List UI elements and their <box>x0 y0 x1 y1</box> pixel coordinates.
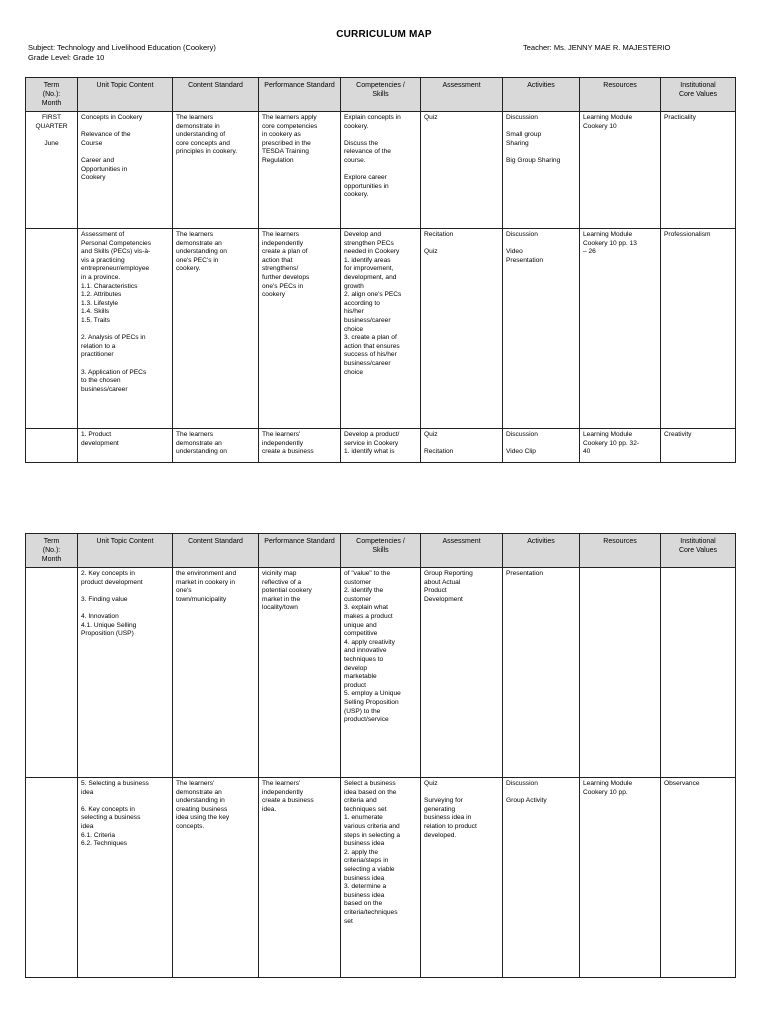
topic-cell <box>78 568 173 778</box>
cell-text: 1. Product development <box>81 431 119 447</box>
header-row <box>26 78 736 112</box>
header-core-values: Institutional Core Values <box>661 534 736 568</box>
performance-standard-cell <box>259 778 341 978</box>
cell-text: the environment and market in cookery in one's town/municipality <box>176 570 237 603</box>
cell-text: Concepts in Cookery <box>81 114 143 121</box>
term-cell <box>26 778 78 978</box>
competencies-cell <box>341 778 421 978</box>
cell-text: The learners apply core competencies in cookery as prescribed in the TESDA Training Regulation <box>262 114 318 164</box>
cell-text: Quiz <box>424 431 438 438</box>
resources-cell <box>580 778 661 978</box>
cell-text: Relevance of the Course <box>81 131 131 147</box>
resources-cell <box>580 568 661 778</box>
cell-text: Learning Module Cookery 10 pp. <box>583 780 633 796</box>
content-standard-cell <box>173 568 259 778</box>
header-competencies: Competencies / Skills <box>341 78 421 112</box>
table-1-body <box>26 112 736 463</box>
header-core-values: Institutional Core Values <box>661 78 736 112</box>
cell-text: Discussion <box>506 431 538 438</box>
cell-text: 6. Key concepts in selecting a business idea 6.1. Criteria 6.2. Techniques <box>81 805 141 848</box>
header-activities: Activities <box>503 534 580 568</box>
assessment-cell <box>421 568 503 778</box>
cell-text: Discuss the relevance of the course. <box>344 139 391 164</box>
cell-text: Quiz <box>424 780 438 787</box>
table-row <box>26 229 736 429</box>
core-values-cell <box>661 429 736 463</box>
content-standard-cell <box>173 778 259 978</box>
cell-text: Group Reporting about Actual Product Development <box>424 570 473 603</box>
cell-text: Discussion <box>506 114 538 121</box>
cell-text: 3. Finding value <box>81 595 128 603</box>
activities-cell <box>503 778 580 978</box>
cell-text: Group Activity <box>506 797 547 805</box>
performance-standard-cell <box>259 429 341 463</box>
header-assessment: Assessment <box>421 78 503 112</box>
cell-text: Career and Opportunities in Cookery <box>81 156 128 182</box>
cell-text: Quiz <box>424 114 438 121</box>
cell-text: Explain concepts in cookery. <box>344 114 401 130</box>
curriculum-table-1 <box>25 77 736 463</box>
resources-cell <box>580 229 661 429</box>
header-content-standard: Content Standard <box>173 534 259 568</box>
cell-text: 5. Selecting a business idea <box>81 780 149 796</box>
term-cell <box>26 229 78 429</box>
cell-text: 2. Analysis of PECs in relation to a practitioner <box>81 334 146 359</box>
cell-text: Quiz <box>424 248 438 256</box>
header-competencies: Competencies / Skills <box>341 534 421 568</box>
header-content-standard: Content Standard <box>173 78 259 112</box>
cell-text: Video Clip <box>506 448 536 456</box>
performance-standard-cell <box>259 568 341 778</box>
teacher-line: Teacher: Ms. JENNY MAE R. MAJESTERIO <box>523 43 671 52</box>
cell-text: The learners demonstrate in understanding of core concepts and principles in cookery. <box>176 114 238 156</box>
cell-text: Recitation <box>424 231 454 238</box>
cell-text: Discussion <box>506 780 538 787</box>
subject-line: Subject: Technology and Livelihood Education (Cookery) <box>28 43 216 52</box>
term-cell <box>26 112 78 229</box>
core-values-cell <box>661 778 736 978</box>
competencies-cell <box>341 429 421 463</box>
activities-cell <box>503 229 580 429</box>
content-standard-cell <box>173 429 259 463</box>
cell-text: 4. Innovation 4.1. Unique Selling Proposition (USP) <box>81 612 137 638</box>
cell-text: Recitation <box>424 448 454 456</box>
activities-cell <box>503 429 580 463</box>
cell-text: The learners' independently create a business <box>262 431 314 456</box>
table-row <box>26 112 736 229</box>
cell-text: vicinity map reflective of a potential cookery market in the locality/town <box>262 570 312 612</box>
assessment-cell <box>421 112 503 229</box>
cell-text: Small group Sharing <box>506 131 542 147</box>
assessment-cell <box>421 229 503 429</box>
header-term: Term (No.): Month <box>26 78 78 112</box>
core-values-cell <box>661 112 736 229</box>
assessment-cell <box>421 429 503 463</box>
table-row <box>26 778 736 978</box>
cell-text: Learning Module Cookery 10 pp. 32- 40 <box>583 431 640 456</box>
cell-text: Presentation <box>506 570 544 577</box>
header-assessment: Assessment <box>421 534 503 568</box>
cell-text: Big Group Sharing <box>506 156 561 164</box>
topic-cell <box>78 229 173 429</box>
term-cell <box>26 568 78 778</box>
cell-text: Creativity <box>664 431 692 438</box>
cell-text: Learning Module Cookery 10 pp. 13 – 26 <box>583 231 637 256</box>
cell-text: Surveying for generating business idea in relation to product developed. <box>424 797 477 839</box>
topic-cell <box>78 112 173 229</box>
table-row <box>26 568 736 778</box>
cell-text: The learners demonstrate an understanding on one's PEC's in cookery. <box>176 231 227 273</box>
topic-cell <box>78 429 173 463</box>
cell-text: 3. Application of PECs to the chosen business/career <box>81 368 147 393</box>
curriculum-table-2 <box>25 533 736 978</box>
grade-level-line: Grade Level: Grade 10 <box>28 53 105 62</box>
header-activities: Activities <box>503 78 580 112</box>
performance-standard-cell <box>259 112 341 229</box>
header-unit-topic: Unit Topic Content <box>78 78 173 112</box>
table-2-body <box>26 568 736 978</box>
cell-text: The learners independently create a plan of action that strengthens/ further develops one's PECs in cookery <box>262 231 310 299</box>
cell-text: Observance <box>664 780 700 787</box>
cell-text: Select a business idea based on the criteria and techniques set 1. enumerate various criteria and steps in selecting a business idea 2. apply the criteria/steps in selecting a viable business idea 3. determine a business idea based on the criteria/techniques set <box>344 780 401 925</box>
cell-text: Explore career opportunities in cookery. <box>344 174 389 199</box>
activities-cell <box>503 112 580 229</box>
core-values-cell <box>661 568 736 778</box>
cell-text: Assessment of Personal Competencies and Skills (PECs) vis-à- vis a practicing entrepreneur/employee in a province. 1.1. Characteristics 1.2. Attributes 1.3. Lifestyle 1.4. Skills 1.5. Traits <box>81 231 152 324</box>
content-standard-cell <box>173 112 259 229</box>
competencies-cell <box>341 568 421 778</box>
header-performance-standard: Performance Standard <box>259 534 341 568</box>
cell-text: FIRST QUARTER <box>35 114 68 130</box>
header-term: Term (No.): Month <box>26 534 78 568</box>
resources-cell <box>580 112 661 229</box>
page-title: CURRICULUM MAP <box>336 29 432 40</box>
competencies-cell <box>341 112 421 229</box>
header-resources: Resources <box>580 534 661 568</box>
cell-text: June <box>44 139 59 147</box>
resources-cell <box>580 429 661 463</box>
cell-text: Develop a product/ service in Cookery 1. identify what is <box>344 431 400 456</box>
topic-cell <box>78 778 173 978</box>
cell-text: Discussion <box>506 231 538 238</box>
performance-standard-cell <box>259 229 341 429</box>
assessment-cell <box>421 778 503 978</box>
header-performance-standard: Performance Standard <box>259 78 341 112</box>
competencies-cell <box>341 229 421 429</box>
header-resources: Resources <box>580 78 661 112</box>
core-values-cell <box>661 229 736 429</box>
cell-text: Video Presentation <box>506 248 544 264</box>
term-cell <box>26 429 78 463</box>
cell-text: of "value" to the customer 2. identify the customer 3. explain what makes a product unique and competitive 4. apply creativity and innovative techniques to develop marketable product 5. employ a Unique Selling Proposition (USP) to the product/service <box>344 570 401 724</box>
cell-text: The learners' demonstrate an understanding in creating business idea using the key concepts. <box>176 780 230 830</box>
cell-text: 2. Key concepts in product development <box>81 570 143 586</box>
content-standard-cell <box>173 229 259 429</box>
cell-text: Develop and strengthen PECs needed in Cookery 1. identify areas for improvement, development, and growth 2. align one's PECs according to his/her business/career choice 3. create a plan of action that ensures success of his/her business/career choice <box>344 231 402 376</box>
cell-text: The learners' independently create a business idea. <box>262 780 314 813</box>
table-row <box>26 429 736 463</box>
cell-text: Practicality <box>664 114 696 121</box>
header-unit-topic: Unit Topic Content <box>78 534 173 568</box>
cell-text: Learning Module Cookery 10 <box>583 114 633 130</box>
header-row <box>26 534 736 568</box>
activities-cell <box>503 568 580 778</box>
cell-text: The learners demonstrate an understanding on <box>176 431 227 456</box>
cell-text: Professionalism <box>664 231 711 238</box>
